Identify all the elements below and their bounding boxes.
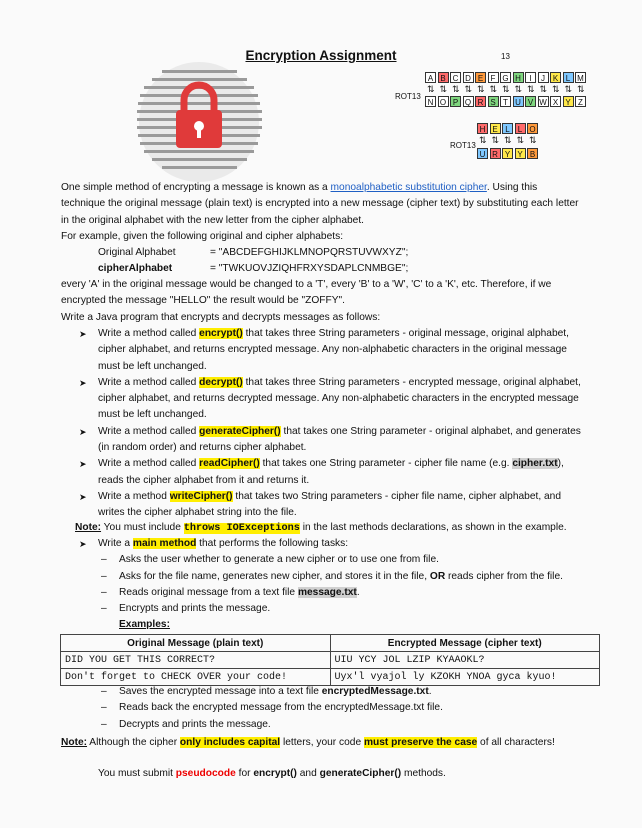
table-row [61,669,600,686]
note2-label: Note: [61,737,88,748]
original-alphabet-label: Original Alphabet [98,247,176,258]
note-text-1: You must include [101,522,184,533]
submit-text-1: You must submit [98,768,176,779]
method-name-highlight: decrypt() [199,376,243,388]
result-cell: Y [502,148,513,159]
rot-arrow: ⇅ [577,84,585,94]
rot-cell-bottom: S [488,96,499,107]
throws-ioexceptions-code: throws IOExceptions [183,523,300,534]
rot-cell-bottom: P [450,96,461,107]
rot-arrow: ⇅ [464,84,473,94]
page-title: Encryption Assignment [245,48,397,63]
method-item [61,489,582,522]
note-label: Note: [75,522,102,533]
note2-text-3: of all characters! [477,737,555,748]
alphabets-block [98,245,582,278]
hello-arrow: ⇅ [516,135,525,145]
table-row [61,652,600,669]
rot-arrow: ⇅ [477,84,485,94]
filename-highlight: cipher.txt [512,458,558,470]
rot-cell-top: H [513,72,524,83]
table-cell: UIU YCY JOL LZIP KYAAOKL? [330,652,600,669]
method-post: that takes one String parameter - original alphabet, and generates (in random order) and returns cipher alphabet. [98,425,581,454]
tasks2-section [61,684,582,733]
task-text: Encrypts and prints the message. [119,603,271,615]
table-header-encrypted: Encrypted Message (cipher text) [330,635,600,652]
rot-cell-bottom: Y [563,96,574,107]
task-item [61,684,582,700]
table-cell: Uyx'l vyajol ly KZOKH YNOA gyca kyuo! [330,669,600,686]
rot-cell-bottom: O [438,96,449,107]
task-item [61,552,582,568]
method-post: that takes one String parameter - cipher file name (e.g. [259,458,513,470]
table-cell: DID YOU GET THIS CORRECT? [61,652,331,669]
cipher-alphabet-label: cipherAlphabet [98,263,173,275]
task-text: Decrypts and prints the message. [119,718,271,730]
method-post: that takes two String parameters - cipher file name, cipher alphabet, and writes the cipher alphabet string into the file. [98,490,561,519]
intro-text-3: For example, given the following original and cipher alphabets: [61,230,344,242]
hello-arrow: ⇅ [529,135,537,145]
method-pre: Write a method called [98,328,200,339]
submit-text-2: for [235,768,254,779]
rot-arrow: ⇅ [427,84,435,94]
rot-arrow: ⇅ [439,84,448,94]
task-intro-text: Write a Java program that encrypts and decrypts messages as follows: [61,311,381,323]
intro-paragraph [61,180,582,245]
rot-cell-top: E [475,72,486,83]
example-paragraph [61,277,582,326]
task-item [61,700,582,716]
rot-arrow: ⇅ [527,84,535,94]
examples-table [60,634,600,686]
method-pre: Write a method called [98,376,200,388]
task-post: reads cipher from the file. [445,570,563,582]
task-item [61,717,582,733]
task-item [61,585,582,601]
task-post: . [428,686,432,697]
rot-cell-top: M [575,72,586,83]
result-cell: U [477,148,488,159]
rot13-label-2: ROT13 [450,141,476,150]
task-item [61,569,582,585]
main-method-item [61,536,582,552]
method-name-highlight: generateCipher() [199,425,281,437]
note2-highlight-1: only includes capital [179,737,281,748]
method-item [61,424,582,457]
rot-cell-bottom: T [500,96,511,107]
rot-cell-bottom: Q [463,96,474,107]
task-item [61,601,582,617]
hello-arrow: ⇅ [491,135,500,145]
task-text: Reads back the encrypted message from the encryptedMessage.txt file. [119,702,443,714]
rot-arrow: ⇅ [564,84,573,94]
hello-cell: H [477,123,488,134]
hello-arrow: ⇅ [479,135,487,145]
intro-text-2: . Using this technique the original message (plain text) is encrypted into a new message (cipher text) by substituting each letter in the original alphabet with the new letter from the cipher alphabet. [61,182,579,226]
hello-cell: L [502,123,513,134]
method-pre: Write a method [98,490,170,502]
padlock-binary-image [132,60,267,185]
task-post: . [356,586,360,598]
hello-cell: E [490,123,501,134]
note2-text-2: letters, your code [280,737,364,748]
submit-text-4: methods. [401,768,446,779]
rot-arrow: ⇅ [552,84,560,94]
rot-arrow: ⇅ [502,84,510,94]
method-item [61,326,582,375]
main-pre: Write a [98,538,133,549]
rot-cell-bottom: X [550,96,561,107]
task-bold: OR [429,570,446,582]
rot-cell-top: I [525,72,536,83]
rot13-label: ROT13 [395,92,421,101]
rot-cell-bottom: U [513,96,524,107]
hello-cell: L [515,123,526,134]
rot-arrow: ⇅ [539,84,548,94]
rot-cell-top: L [563,72,574,83]
method-pre: Write a method called [98,458,200,470]
example-text: every 'A' in the original message would be changed to a 'T', every 'B' to a 'W', 'C' to a 'K', etc. Therefore, if we encrypted the message "HELLO" the result would be "ZOFFY". [61,279,552,307]
result-cell: B [527,148,538,159]
main-post: that performs the following tasks: [196,538,349,549]
rot-cell-top: B [438,72,449,83]
rot13-top-label: 13 [501,52,510,61]
note2-text-1: Although the cipher [87,737,180,748]
rot-cell-bottom: V [525,96,536,107]
submit-line [98,766,582,782]
method-item [61,456,582,489]
method-name-highlight: writeCipher() [169,490,233,502]
rot-arrow: ⇅ [489,84,498,94]
cipher-link[interactable]: monoalphabetic substitution cipher [330,182,487,193]
note-2 [61,735,582,751]
submit-encrypt: encrypt() [253,768,297,779]
rot-cell-top: F [488,72,499,83]
submit-text-3: and [296,768,320,779]
result-cell: R [490,148,501,159]
note-1 [75,520,582,537]
rot-cell-top: D [463,72,474,83]
method-post-2: ), reads the cipher alphabet from it and returns it. [98,458,564,486]
method-name-highlight: readCipher() [199,458,260,470]
table-header-original: Original Message (plain text) [61,635,331,652]
note2-highlight-2: must preserve the case [363,737,478,748]
rot-cell-bottom: Z [575,96,586,107]
rot-cell-top: G [500,72,511,83]
method-pre: Write a method called [98,425,200,437]
rot-cell-top: A [425,72,436,83]
note-text-2: in the last methods declarations, as shown in the example. [299,522,567,533]
rot13-diagram [395,52,595,172]
method-item [61,375,582,424]
rot-cell-top: J [538,72,549,83]
original-alphabet-value: = "ABCDEFGHIJKLMNOPQRSTUVWXYZ"; [210,247,409,258]
method-name-highlight: encrypt() [199,328,243,339]
rot-cell-bottom: R [475,96,486,107]
examples-label: Examples: [119,619,170,631]
rot-arrow: ⇅ [452,84,460,94]
rot-cell-bottom: N [425,96,436,107]
hello-arrow: ⇅ [504,135,512,145]
task-pre: Saves the encrypted message into a text file [119,686,322,697]
submit-generatecipher: generateCipher() [319,768,402,779]
hello-cell: O [527,123,538,134]
task-bold: encryptedMessage.txt [321,686,429,697]
cipher-alphabet-value: = "TWKUOVJZIQHFRXYSDAPLCNMBGE"; [210,263,409,275]
intro-text-1: One simple method of encrypting a message is known as a [61,182,331,193]
task-text: Asks the user whether to generate a new cipher or to use one from file. [119,554,439,566]
main-method-highlight: main method [132,538,197,549]
method-post: that takes three String parameters - original message, original alphabet, cipher alphabet, and returns encrypted message. Any non-alphabetic characters in the original message must be left unchanged. [98,328,569,372]
rot-arrow: ⇅ [514,84,523,94]
task-pre: Asks for the file name, generates new cipher, and stores it in the file, [119,570,430,582]
pseudocode-text: pseudocode [175,768,236,779]
task-pre: Reads original message from a text file [119,586,298,598]
method-post: that takes three String parameters - encrypted message, original alphabet, cipher alphabet, and returns decrypted message. Any non-alphabetic characters in the encrypted message must be left unchanged. [98,376,581,421]
result-cell: Y [515,148,526,159]
main-method-section [61,536,582,634]
rot-cell-top: C [450,72,461,83]
rot-cell-top: K [550,72,561,83]
table-cell: Don't forget to CHECK OVER your code! [61,669,331,686]
task-file-highlight: message.txt [297,586,357,598]
rot-cell-bottom: W [539,98,547,107]
methods-list [61,326,582,522]
